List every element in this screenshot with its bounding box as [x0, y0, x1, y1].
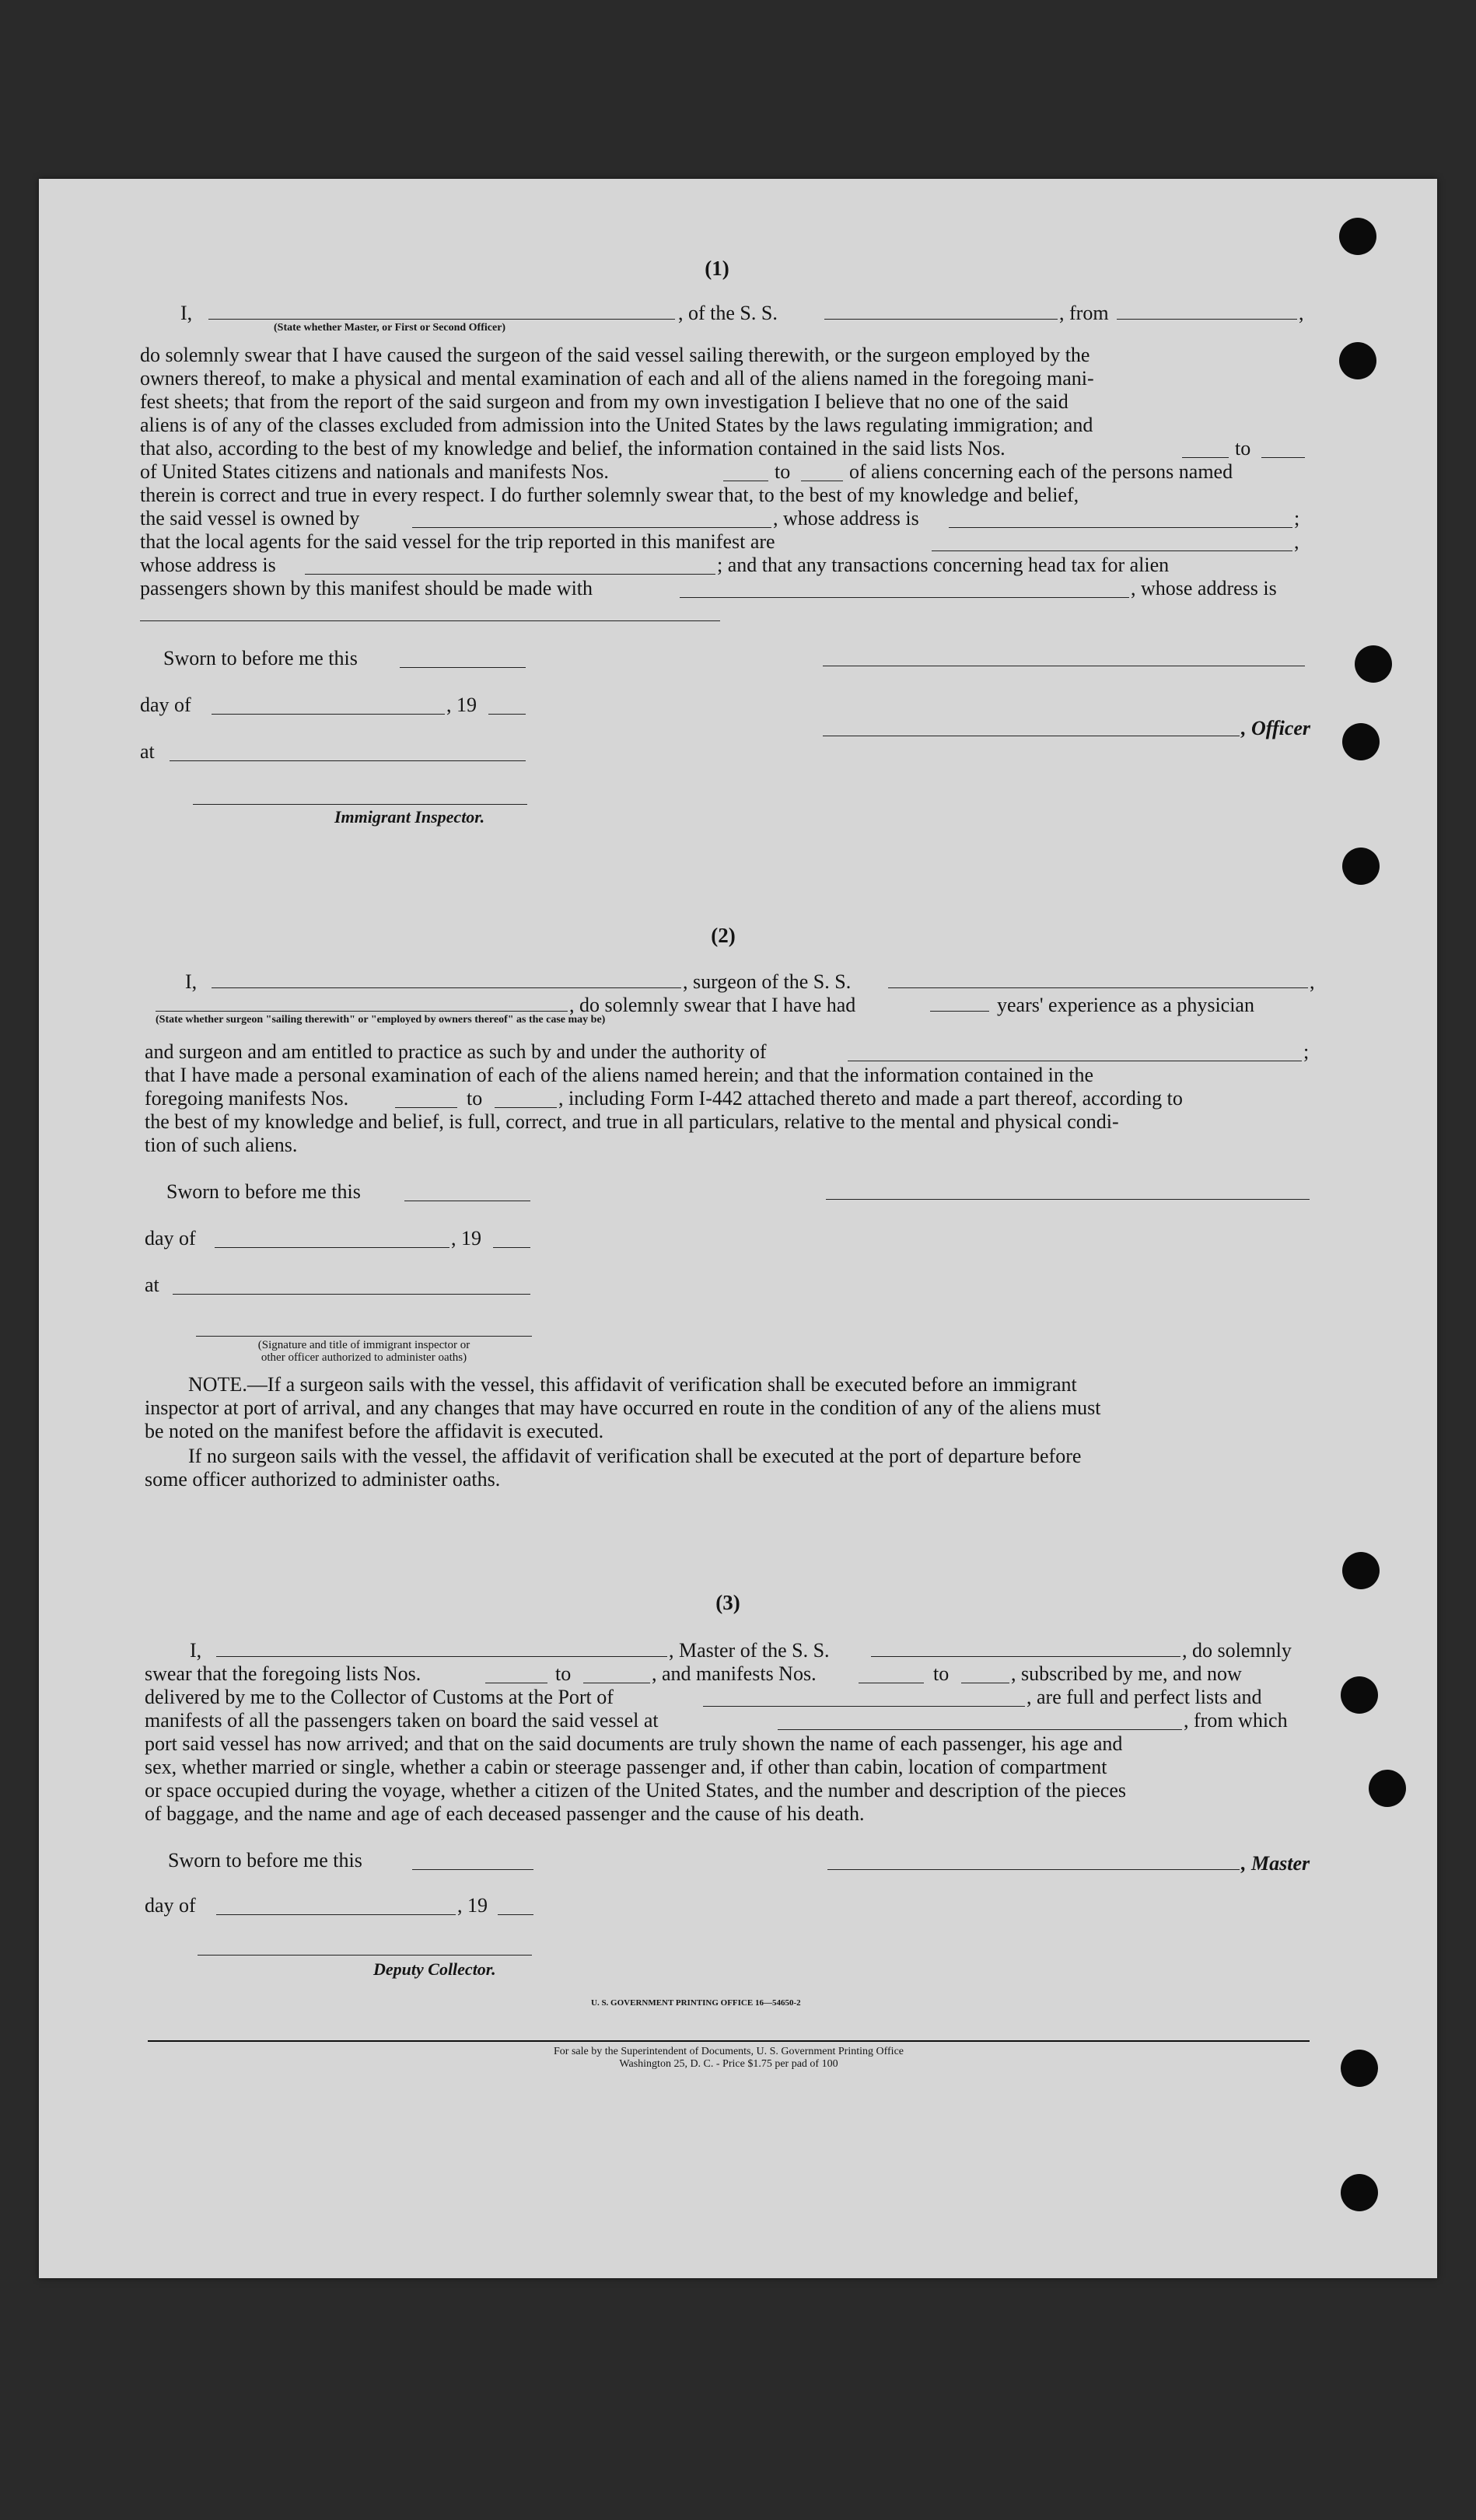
- s1-passengers-made-with: passengers shown by this manifest should be made with: [140, 577, 593, 599]
- s3-i: I,: [190, 1639, 202, 1662]
- s1-owner-line: [412, 527, 771, 528]
- s2-line-4: that I have made a personal examination of each of the aliens named herein; and that the information contained in the: [145, 1064, 1094, 1086]
- s2-ss-label: , surgeon of the S. S.: [683, 970, 852, 993]
- s1-line-7b: of aliens concerning each of the persons named: [849, 460, 1233, 483]
- s3-from-which: , from which: [1184, 1709, 1288, 1732]
- punch-hole-5: [1342, 848, 1380, 885]
- s1-sworn-line: [400, 667, 526, 668]
- s1-lists-to-line: [1261, 457, 1305, 458]
- s3-sworn-line: [412, 1869, 533, 1870]
- s2-note-1: NOTE.—If a surgeon sails with the vessel, this affidavit of verification shall be executed before an immigrant: [188, 1373, 1077, 1396]
- s3-do-solemnly: , do solemnly: [1182, 1639, 1292, 1662]
- s1-line-7a: of United States citizens and nationals and manifests Nos.: [140, 460, 609, 483]
- s1-l9-end: ;: [1294, 507, 1300, 530]
- s2-surgeon-name-line: [212, 987, 681, 988]
- s1-head-tax: ; and that any transactions concerning head tax for alien: [717, 554, 1170, 576]
- s2-year-line: [493, 1247, 530, 1248]
- s2-years-line: [930, 1011, 989, 1012]
- s1-line-6: that also, according to the best of my knowledge and belief, the information contained in the said lists Nos.: [140, 437, 1006, 460]
- punch-hole-2: [1339, 342, 1376, 379]
- s1-inspector-line: [193, 804, 527, 805]
- footer-sale-2: Washington 25, D. C. - Price $1.75 per pad of 100: [619, 2058, 838, 2070]
- s3-taken-on-board: manifests of all the passengers taken on board the said vessel at: [145, 1709, 659, 1732]
- s1-sworn: Sworn to before me this: [163, 647, 358, 669]
- punch-hole-9: [1341, 2050, 1378, 2087]
- gpo-imprint: U. S. GOVERNMENT PRINTING OFFICE 16—54650-2: [591, 1998, 801, 2008]
- s3-subscribed: , subscribed by me, and now: [1011, 1662, 1242, 1685]
- s1-tax-agent-line: [680, 597, 1129, 598]
- s1-nineteen: , 19: [446, 694, 477, 716]
- s1-line-4: fest sheets; that from the report of the said surgeon and from my own investigation I believe that no one of the said: [140, 390, 1069, 413]
- punch-hole-8: [1369, 1770, 1406, 1807]
- s2-i: I,: [185, 970, 198, 993]
- s3-manifests-to: to: [933, 1662, 950, 1685]
- s2-sig-caption-1: (Signature and title of immigrant inspector or: [257, 1339, 470, 1351]
- s2-nineteen: , 19: [451, 1227, 481, 1250]
- s2-caption: (State whether surgeon "sailing therewith" or "employed by owners thereof" as the case may be): [156, 1014, 606, 1026]
- s1-lists-from-line: [1182, 457, 1229, 458]
- s1-line-5: aliens is of any of the classes excluded from admission into the United States by the laws regulating immigration; and: [140, 414, 1093, 436]
- s1-year-line: [488, 714, 526, 715]
- s2-manifests-to: to: [467, 1087, 483, 1110]
- s1-tax-address-label: , whose address is: [1131, 577, 1277, 599]
- s1-line-8: therein is correct and true in every respect. I do further solemnly swear that, to the best of my knowledge and belief,: [140, 484, 1079, 506]
- punch-hole-3: [1355, 645, 1392, 683]
- s1-at: at: [140, 740, 155, 763]
- section-2-heading: (2): [711, 924, 736, 947]
- s2-form-i442: , including Form I-442 attached thereto and made a part thereof, according to: [558, 1087, 1183, 1110]
- s1-inspector-label: Immigrant Inspector.: [334, 807, 485, 827]
- s3-master-signature-line: [827, 1869, 1240, 1870]
- s1-officer-name-line: [208, 319, 675, 320]
- s1-ss-label: , of the S. S.: [678, 302, 778, 324]
- s1-lists-to: to: [1235, 437, 1251, 460]
- s2-l1-end: ,: [1310, 970, 1315, 993]
- s1-owner-address-label: , whose address is: [773, 507, 919, 530]
- footer-sale-1: For sale by the Superintendent of Documents, U. S. Government Printing Office: [554, 2046, 904, 2057]
- s3-port-label: delivered by me to the Collector of Customs at the Port of: [145, 1686, 614, 1708]
- s2-note-3: be noted on the manifest before the affidavit is executed.: [145, 1420, 604, 1442]
- s1-from-line: [1117, 319, 1297, 320]
- punch-hole-4: [1342, 723, 1380, 760]
- s1-local-agents: that the local agents for the said vessel for the trip reported in this manifest are: [140, 530, 775, 553]
- punch-hole-1: [1339, 218, 1376, 255]
- s1-l10-end: ,: [1294, 530, 1299, 553]
- punch-hole-6: [1342, 1552, 1380, 1589]
- s1-officer-label: , Officer: [1241, 717, 1311, 739]
- s3-day-line: [216, 1914, 456, 1915]
- s1-line-2: do solemnly swear that I have caused the surgeon of the said vessel sailing therewith, or the surgeon employed by the: [140, 344, 1090, 366]
- s2-sworn: Sworn to before me this: [166, 1180, 361, 1203]
- s2-ship-name-line: [888, 987, 1308, 988]
- s2-at: at: [145, 1274, 159, 1296]
- s1-at-line: [170, 760, 526, 761]
- s2-note-5: some officer authorized to administer oaths.: [145, 1468, 501, 1491]
- s2-l3-end: ;: [1303, 1040, 1310, 1063]
- s2-note-4: If no surgeon sails with the vessel, the affidavit of verification shall be executed at the port of departure before: [188, 1445, 1082, 1467]
- s2-day-line: [215, 1247, 449, 1248]
- s3-line-5: port said vessel has now arrived; and that on the said documents are truly shown the name of each passenger, his age and: [145, 1732, 1123, 1755]
- s2-note-2: inspector at port of arrival, and any changes that may have occurred en route in the condition of any of the aliens must: [145, 1396, 1101, 1419]
- s1-from-label: , from: [1059, 302, 1109, 324]
- s1-tax-address-line: [140, 620, 720, 621]
- s3-master-name-line: [216, 1656, 667, 1657]
- s3-boarding-port-line: [778, 1729, 1182, 1730]
- s1-manifests-to: to: [775, 460, 791, 483]
- s1-agents-address-label: whose address is: [140, 554, 276, 576]
- s3-deputy-line: [198, 1955, 532, 1956]
- s1-ship-name-line: [824, 319, 1058, 320]
- s1-day-of: day of: [140, 694, 191, 716]
- s1-owner-address-line: [949, 527, 1292, 528]
- s3-ss-label: , Master of the S. S.: [669, 1639, 830, 1662]
- section-1-heading: (1): [705, 257, 729, 280]
- s2-authority: and surgeon and am entitled to practice as such by and under the authority of: [145, 1040, 767, 1063]
- section-3-heading: (3): [715, 1591, 740, 1614]
- s3-deputy-label: Deputy Collector.: [373, 1959, 496, 1979]
- punch-hole-7: [1341, 1676, 1378, 1714]
- s3-line-7: or space occupied during the voyage, whether a citizen of the United States, and the number and description of the pieces: [145, 1779, 1127, 1802]
- s2-surgeon-signature-line: [826, 1199, 1310, 1200]
- s2-line-6: the best of my knowledge and belief, is full, correct, and true in all particulars, relative to the mental and physical condi-: [145, 1110, 1119, 1133]
- s2-qualification-line: [156, 1011, 568, 1012]
- s2-manifests-from-line: [395, 1107, 457, 1108]
- s1-l1-end: ,: [1299, 302, 1304, 324]
- s3-lists-label: swear that the foregoing lists Nos.: [145, 1662, 421, 1685]
- s2-at-line: [173, 1294, 530, 1295]
- s3-day-of: day of: [145, 1894, 196, 1917]
- s2-inspector-line: [196, 1336, 532, 1337]
- s2-sig-caption-2: other officer authorized to administer oaths): [261, 1351, 467, 1364]
- s1-line-3: owners thereof, to make a physical and mental examination of each and all of the aliens named in the foregoing mani-: [140, 367, 1094, 390]
- s3-line-6: sex, whether married or single, whether a cabin or steerage passenger and, if other than cabin, location of compartment: [145, 1756, 1107, 1778]
- s2-line-7: tion of such aliens.: [145, 1134, 298, 1156]
- s1-agents-line: [932, 550, 1292, 551]
- s3-lists-to: to: [555, 1662, 572, 1685]
- s3-year-line: [498, 1914, 533, 1915]
- s3-full-perfect: , are full and perfect lists and: [1027, 1686, 1262, 1708]
- s2-day-of: day of: [145, 1227, 196, 1250]
- s2-manifests-to-line: [495, 1107, 557, 1108]
- punch-hole-10: [1341, 2174, 1378, 2211]
- s3-manifests-label: , and manifests Nos.: [652, 1662, 817, 1685]
- s3-sworn: Sworn to before me this: [168, 1849, 362, 1872]
- s1-day-line: [212, 714, 445, 715]
- footer-rule: [148, 2040, 1310, 2042]
- s3-master-label: , Master: [1241, 1852, 1310, 1875]
- s1-agents-address-line: [305, 574, 715, 575]
- s1-caption: (State whether Master, or First or Second Officer): [274, 322, 506, 334]
- s3-line-8: of baggage, and the name and age of each deceased passenger and the cause of his death.: [145, 1802, 865, 1825]
- s1-i: I,: [180, 302, 193, 324]
- s2-manifests-label: foregoing manifests Nos.: [145, 1087, 349, 1110]
- s3-ship-name-line: [871, 1656, 1180, 1657]
- s2-swear-years: , do solemnly swear that I have had: [569, 994, 856, 1016]
- s2-experience: years' experience as a physician: [997, 994, 1254, 1016]
- s1-owned-by: the said vessel is owned by: [140, 507, 360, 530]
- s3-port-line: [703, 1706, 1025, 1707]
- s3-nineteen: , 19: [457, 1894, 488, 1917]
